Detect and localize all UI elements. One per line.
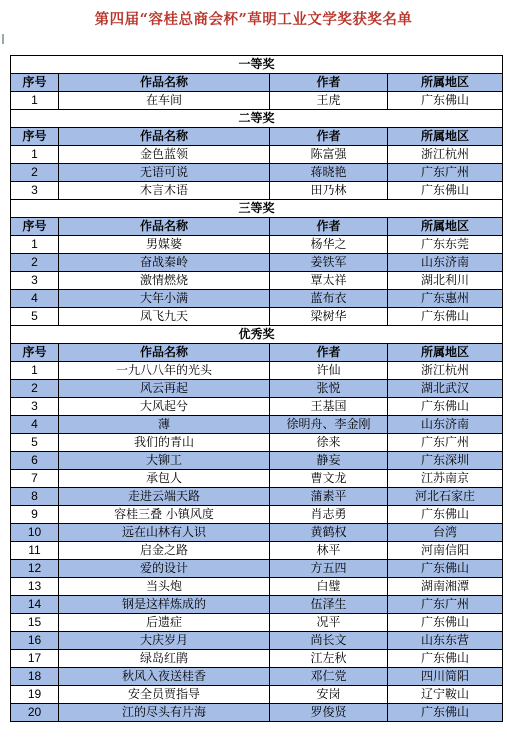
author-cell: 王虎 (270, 92, 388, 110)
column-header: 序号 (11, 74, 59, 92)
table-row (11, 686, 503, 704)
table-row (11, 452, 503, 470)
table-row (11, 254, 503, 272)
rank-cell: 12 (11, 560, 59, 578)
region-cell: 四川简阳 (388, 668, 503, 686)
rank-cell: 2 (11, 254, 59, 272)
author-cell: 静妄 (270, 452, 388, 470)
column-header: 所属地区 (388, 218, 503, 236)
work-title-cell: 无语可说 (59, 164, 270, 182)
region-cell: 湖北武汉 (388, 380, 503, 398)
work-title-cell: 在车间 (59, 92, 270, 110)
work-title-cell: 绿岛红鹃 (59, 650, 270, 668)
column-header: 作者 (270, 218, 388, 236)
region-cell: 江苏南京 (388, 470, 503, 488)
table-row (11, 236, 503, 254)
column-header-row (11, 344, 503, 362)
region-cell: 湖北利川 (388, 272, 503, 290)
region-cell: 广东深圳 (388, 452, 503, 470)
region-cell: 广东佛山 (388, 650, 503, 668)
column-header-row (11, 74, 503, 92)
region-cell: 广东广州 (388, 434, 503, 452)
section-title: 优秀奖 (11, 326, 503, 344)
table-row (11, 614, 503, 632)
rank-cell: 7 (11, 470, 59, 488)
region-cell: 广东佛山 (388, 398, 503, 416)
column-header: 所属地区 (388, 344, 503, 362)
column-header: 所属地区 (388, 128, 503, 146)
rank-cell: 15 (11, 614, 59, 632)
rank-cell: 3 (11, 182, 59, 200)
table-row (11, 632, 503, 650)
table-row (11, 182, 503, 200)
region-cell: 河北石家庄 (388, 488, 503, 506)
work-title-cell: 安全员贾指导 (59, 686, 270, 704)
table-row (11, 560, 503, 578)
table-row (11, 362, 503, 380)
margin-marker (2, 34, 4, 44)
region-cell: 广东佛山 (388, 308, 503, 326)
section-header-row (11, 56, 503, 74)
region-cell: 广东广州 (388, 596, 503, 614)
work-title-cell: 爱的设计 (59, 560, 270, 578)
region-cell: 广东佛山 (388, 614, 503, 632)
work-title-cell: 当头炮 (59, 578, 270, 596)
author-cell: 杨华之 (270, 236, 388, 254)
rank-cell: 19 (11, 686, 59, 704)
author-cell: 方五四 (270, 560, 388, 578)
rank-cell: 3 (11, 398, 59, 416)
table-row (11, 380, 503, 398)
author-cell: 陈富强 (270, 146, 388, 164)
author-cell: 白璧 (270, 578, 388, 596)
table-row (11, 470, 503, 488)
author-cell: 尚长文 (270, 632, 388, 650)
rank-cell: 8 (11, 488, 59, 506)
work-title-cell: 启金之路 (59, 542, 270, 560)
region-cell: 浙江杭州 (388, 146, 503, 164)
table-row (11, 398, 503, 416)
section-title: 二等奖 (11, 110, 503, 128)
rank-cell: 4 (11, 290, 59, 308)
table-row (11, 578, 503, 596)
author-cell: 梁树华 (270, 308, 388, 326)
rank-cell: 16 (11, 632, 59, 650)
table-row (11, 488, 503, 506)
rank-cell: 18 (11, 668, 59, 686)
region-cell: 河南信阳 (388, 542, 503, 560)
rank-cell: 11 (11, 542, 59, 560)
author-cell: 江左秋 (270, 650, 388, 668)
author-cell: 田乃林 (270, 182, 388, 200)
author-cell: 林平 (270, 542, 388, 560)
rank-cell: 20 (11, 704, 59, 722)
rank-cell: 3 (11, 272, 59, 290)
work-title-cell: 一九八八年的光头 (59, 362, 270, 380)
work-title-cell: 后遗症 (59, 614, 270, 632)
column-header: 作者 (270, 344, 388, 362)
table-row (11, 290, 503, 308)
work-title-cell: 钢是这样炼成的 (59, 596, 270, 614)
column-header: 作者 (270, 128, 388, 146)
region-cell: 辽宁鞍山 (388, 686, 503, 704)
region-cell: 广东惠州 (388, 290, 503, 308)
work-title-cell: 我们的青山 (59, 434, 270, 452)
work-title-cell: 容桂三叠 小镇风度 (59, 506, 270, 524)
author-cell: 许仙 (270, 362, 388, 380)
author-cell: 姜铁军 (270, 254, 388, 272)
author-cell: 罗俊贤 (270, 704, 388, 722)
author-cell: 蒲素平 (270, 488, 388, 506)
section-header-row (11, 326, 503, 344)
work-title-cell: 风云再起 (59, 380, 270, 398)
rank-cell: 1 (11, 362, 59, 380)
work-title-cell: 远在山林有人识 (59, 524, 270, 542)
author-cell: 覃太祥 (270, 272, 388, 290)
section-header-row (11, 200, 503, 218)
table-row (11, 92, 503, 110)
table-row (11, 506, 503, 524)
work-title-cell: 大年小满 (59, 290, 270, 308)
rank-cell: 10 (11, 524, 59, 542)
column-header-row (11, 218, 503, 236)
section-title: 一等奖 (11, 56, 503, 74)
region-cell: 广东东莞 (388, 236, 503, 254)
awards-table-body (11, 56, 503, 722)
table-row (11, 416, 503, 434)
column-header: 作品名称 (59, 128, 270, 146)
rank-cell: 1 (11, 92, 59, 110)
author-cell: 安岗 (270, 686, 388, 704)
author-cell: 王基国 (270, 398, 388, 416)
region-cell: 广东佛山 (388, 704, 503, 722)
region-cell: 湖南湘潭 (388, 578, 503, 596)
column-header: 作品名称 (59, 218, 270, 236)
column-header: 作者 (270, 74, 388, 92)
section-title: 三等奖 (11, 200, 503, 218)
author-cell: 张悦 (270, 380, 388, 398)
table-row (11, 596, 503, 614)
rank-cell: 1 (11, 146, 59, 164)
rank-cell: 6 (11, 452, 59, 470)
table-row (11, 434, 503, 452)
region-cell: 广东广州 (388, 164, 503, 182)
work-title-cell: 大铆工 (59, 452, 270, 470)
column-header-row (11, 128, 503, 146)
section-header-row (11, 110, 503, 128)
work-title-cell: 承包人 (59, 470, 270, 488)
region-cell: 山东济南 (388, 416, 503, 434)
table-row (11, 668, 503, 686)
column-header: 序号 (11, 218, 59, 236)
work-title-cell: 木言木语 (59, 182, 270, 200)
region-cell: 广东佛山 (388, 92, 503, 110)
author-cell: 邓仁党 (270, 668, 388, 686)
rank-cell: 2 (11, 164, 59, 182)
work-title-cell: 大庆岁月 (59, 632, 270, 650)
rank-cell: 9 (11, 506, 59, 524)
table-row (11, 272, 503, 290)
region-cell: 广东佛山 (388, 182, 503, 200)
table-row (11, 146, 503, 164)
work-title-cell: 男媒婆 (59, 236, 270, 254)
work-title-cell: 江的尽头有片海 (59, 704, 270, 722)
table-row (11, 308, 503, 326)
work-title-cell: 薄 (59, 416, 270, 434)
region-cell: 台湾 (388, 524, 503, 542)
table-row (11, 704, 503, 722)
table-row (11, 164, 503, 182)
rank-cell: 5 (11, 308, 59, 326)
region-cell: 山东济南 (388, 254, 503, 272)
table-row (11, 524, 503, 542)
author-cell: 蓝布衣 (270, 290, 388, 308)
column-header: 序号 (11, 344, 59, 362)
rank-cell: 14 (11, 596, 59, 614)
column-header: 所属地区 (388, 74, 503, 92)
rank-cell: 5 (11, 434, 59, 452)
region-cell: 山东东营 (388, 632, 503, 650)
rank-cell: 2 (11, 380, 59, 398)
author-cell: 蒋晓艳 (270, 164, 388, 182)
author-cell: 伍泽生 (270, 596, 388, 614)
work-title-cell: 激情燃烧 (59, 272, 270, 290)
work-title-cell: 凤飞九天 (59, 308, 270, 326)
work-title-cell: 大风起兮 (59, 398, 270, 416)
work-title-cell: 奋战秦岭 (59, 254, 270, 272)
column-header: 作品名称 (59, 344, 270, 362)
author-cell: 徐明舟、李金刚 (270, 416, 388, 434)
rank-cell: 4 (11, 416, 59, 434)
rank-cell: 17 (11, 650, 59, 668)
region-cell: 浙江杭州 (388, 362, 503, 380)
author-cell: 黄鹤权 (270, 524, 388, 542)
work-title-cell: 秋风入夜送桂香 (59, 668, 270, 686)
work-title-cell: 金色蓝领 (59, 146, 270, 164)
author-cell: 徐来 (270, 434, 388, 452)
work-title-cell: 走进云端天路 (59, 488, 270, 506)
column-header: 序号 (11, 128, 59, 146)
awards-table (10, 55, 503, 722)
rank-cell: 13 (11, 578, 59, 596)
author-cell: 况平 (270, 614, 388, 632)
author-cell: 曹文龙 (270, 470, 388, 488)
region-cell: 广东佛山 (388, 506, 503, 524)
author-cell: 肖志勇 (270, 506, 388, 524)
region-cell: 广东佛山 (388, 560, 503, 578)
rank-cell: 1 (11, 236, 59, 254)
table-row (11, 542, 503, 560)
page-title: 第四届“容桂总商会杯”草明工业文学奖获奖名单 (94, 11, 413, 28)
column-header: 作品名称 (59, 74, 270, 92)
table-row (11, 650, 503, 668)
